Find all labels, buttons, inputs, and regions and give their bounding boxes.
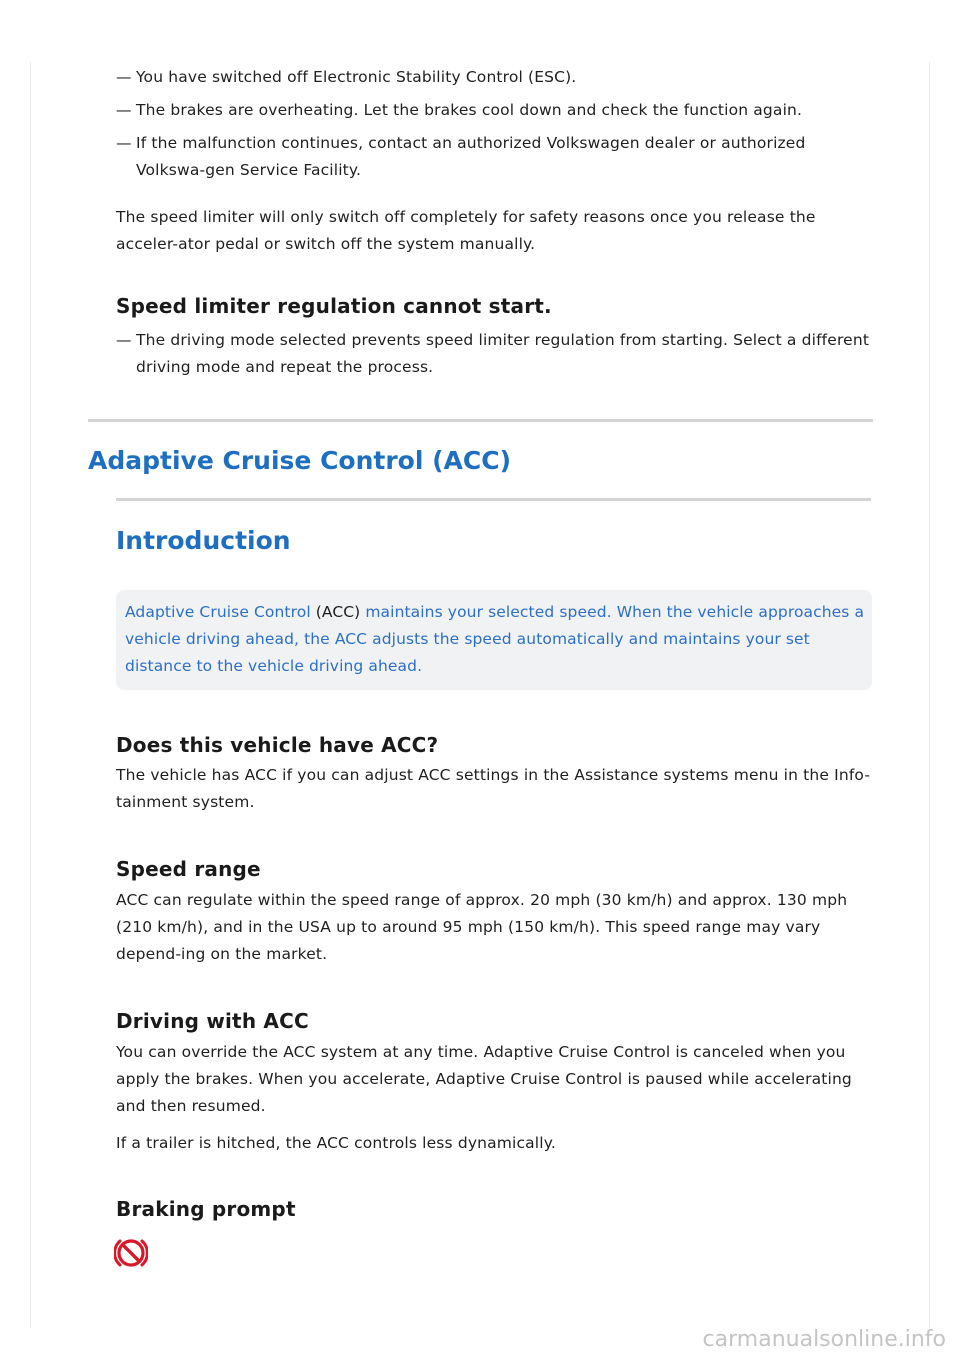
dash-marker: — (116, 331, 132, 349)
dash-marker: — (116, 101, 132, 119)
trailer-paragraph: If a trailer is hitched, the ACC controls less dynamically. (116, 1134, 556, 1152)
intro-term: Adaptive Cruise Control (125, 603, 311, 621)
list-item-text: The brakes are overheating. Let the brakes cool down and check the function again. (136, 101, 803, 119)
list-item (116, 64, 876, 91)
left-margin-line (30, 62, 31, 1328)
list-item (116, 97, 876, 124)
driving-paragraph: You can override the ACC system at any time. Adaptive Cruise Control is canceled when you apply the brakes. When you accelerate, Adaptive Cruise Control is paused while accelerating and then resumed. (116, 1043, 852, 1115)
heading-have-acc: Does this vehicle have ACC? (116, 733, 439, 757)
subsection-divider (116, 498, 871, 501)
intro-description: maintains your selected speed. When the vehicle approaches a vehicle driving ahead, the ACC adjusts the speed automatically and maintains your set distance to the vehicle driving ahead. (125, 603, 865, 675)
limiter-paragraph: The speed limiter will only switch off completely for safety reasons once you release the acceler-ator pedal or switch off the system manually. (116, 208, 816, 253)
heading-braking-prompt: Braking prompt (116, 1197, 296, 1221)
intro-abbreviation: (ACC) (310, 603, 366, 621)
watermark: carmanualsonline.info (702, 1327, 946, 1352)
heading-driving-with-acc: Driving with ACC (116, 1009, 309, 1033)
section-divider (88, 419, 873, 422)
list-item-text: If the malfunction continues, contact an authorized Volkswagen dealer or authorized Volkswa-gen Service Facility. (136, 134, 806, 179)
braking-prompt-warning-icon (114, 1236, 148, 1270)
have-acc-paragraph: The vehicle has ACC if you can adjust ACC settings in the Assistance systems menu in the Info-tainment system. (116, 766, 871, 811)
list-item-text: You have switched off Electronic Stability Control (ESC). (136, 68, 577, 86)
heading-speed-range: Speed range (116, 857, 261, 881)
list-item (116, 130, 872, 184)
subsection-title-introduction: Introduction (116, 526, 291, 555)
list-item (116, 327, 872, 381)
dash-marker: — (116, 134, 132, 152)
heading-limiter-cannot-start: Speed limiter regulation cannot start. (116, 294, 552, 318)
intro-callout (116, 590, 872, 690)
dash-marker: — (116, 68, 132, 86)
speed-range-paragraph: ACC can regulate within the speed range of approx. 20 mph (30 km/h) and approx. 130 mph (210 km/h), and in the USA up to around 95 mph (150 km/h). This speed range may vary depend-ing on the market. (116, 891, 848, 963)
intro-text (125, 599, 870, 680)
right-margin-line (929, 62, 930, 1328)
section-title-acc: Adaptive Cruise Control (ACC) (88, 446, 512, 475)
list-item-text: The driving mode selected prevents speed limiter regulation from starting. Select a different driving mode and repeat the process. (136, 331, 870, 376)
